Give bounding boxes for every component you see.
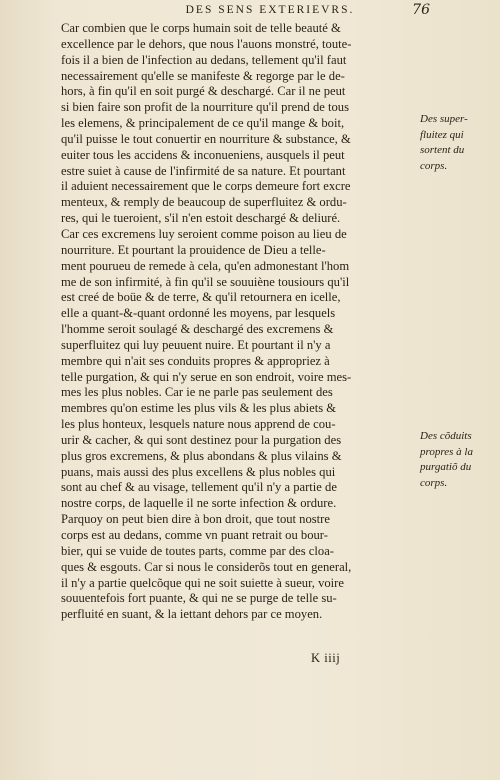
text-line: excellence par le dehors, que nous l'auons monstré, toute- [61,36,352,51]
text-line: me de son infirmité, à fin qu'il se souuiène tousiours qu'il [61,274,350,289]
text-line: membre qui n'ait ses conduits propres & appropriez à [61,353,330,368]
text-line: hors, à fin qu'il en soit purgé & deschargé. Car il ne peut [61,84,346,99]
marginal-note-superfluities [420,112,498,174]
text-line: necessairement qu'elle se manifeste & regorge par le de- [61,68,345,83]
text-line: puans, mais aussi des plus excellens & plus nobles qui [61,464,336,479]
marginal-note-line: corps. [420,476,448,489]
body-text [61,21,417,623]
text-line: sont au chef & au visage, tellement qu'il n'y a partie de [61,480,337,495]
marginal-note-line: purgatiõ du [420,461,472,473]
text-line: Car ces excremens luy seroient comme poison au lieu de [61,226,347,241]
text-line: est creé de boüe & de terre, & qu'il retournera en icelle, [61,290,341,305]
text-line: qu'il puisse le tout conuertir en nourriture & substance, & [61,131,351,146]
text-line: les plus honteux, lesquels nature nous apprend de cou- [61,417,336,432]
page-number: 76 [412,2,430,18]
text-line: urir & cacher, & qui sont destinez pour la purgation des [61,432,342,447]
marginal-note-conduits [420,429,498,491]
text-line: les elemens, & principalement de ce qu'il mange & boit, [61,116,345,131]
marginal-note-line: Des super- [420,113,468,125]
text-line: superfluitez qui luy peuuent nuire. Et pourtant il n'y a [61,337,331,352]
marginal-note-line: fluitez qui [420,128,464,141]
text-line: il aduient necessairement que le corps demeure fort excre [61,179,351,194]
running-title: DES SENS EXTERIEVRS. [185,4,355,16]
text-line: souuentefois fort puante, & qui ne se purge de telle su- [61,591,337,606]
signature-mark: K iiij [311,651,341,665]
text-line: si bien faire son profit de la nourriture qu'il prend de tous [61,100,350,115]
text-line: mes les plus nobles. Car ie ne parle pas seulement des [61,385,333,400]
text-line: ques & esgouts. Car si nous le considerõs tout en general, [61,559,352,574]
text-line: elle a quant-&-quant ordonné les moyens, par lesquels [61,306,336,321]
text-line: nostre corps, de laquelle il ne sorte infection & ordure. [61,496,337,511]
text-line: Car combien que le corps humain soit de telle beauté & [61,21,341,35]
text-line: nourriture. Et pourtant la prouidence de Dieu a telle- [61,242,326,257]
text-line: telle purgation, & qui n'y serue en son endroit, voire mes- [61,369,352,384]
text-line: Parquoy on peut bien dire à bon droit, que tout nostre [61,512,330,527]
text-line: membres qu'on estime les plus vils & les plus abiets & [61,401,337,416]
marginal-note-line: sortent du [420,144,465,156]
marginal-note-line: propres à la [420,445,473,458]
marginal-note-line: corps. [420,159,448,172]
text-line: res, qui le tueroient, s'il n'en estoit deschargé & deliuré. [61,211,341,226]
text-line: ment pourueu de remede à cela, qu'en admonestant l'hom [61,258,350,273]
text-line: perfluité en suant, & la iettant dehors par ce moyen. [61,607,323,622]
text-line: il n'y a partie quelcõque qui ne soit suiette à sueur, voire [61,575,344,590]
text-line: fois il a bien de l'infection au dedans, tellement qu'il faut [61,52,347,67]
text-line: estre suiet à cause de l'infirmité de sa nature. Et pourtant [61,163,346,178]
text-line: plus gros excremens, & plus abondans & plus vilains & [61,448,342,463]
text-line: euiter tous les accidens & inconueniens, ausquels il peut [61,147,345,162]
text-line: corps est au dedans, comme vn puant retrait ou bour- [61,528,328,542]
marginal-note-line: Des cõduits [420,430,472,442]
text-line: menteux, & remply de beaucoup de superfluitez & ordu- [61,195,347,210]
text-line: bier, qui se vuide de toutes parts, comme par des cloa- [61,543,334,558]
text-line: l'homme seroit soulagé & deschargé des excremens & [61,322,334,337]
